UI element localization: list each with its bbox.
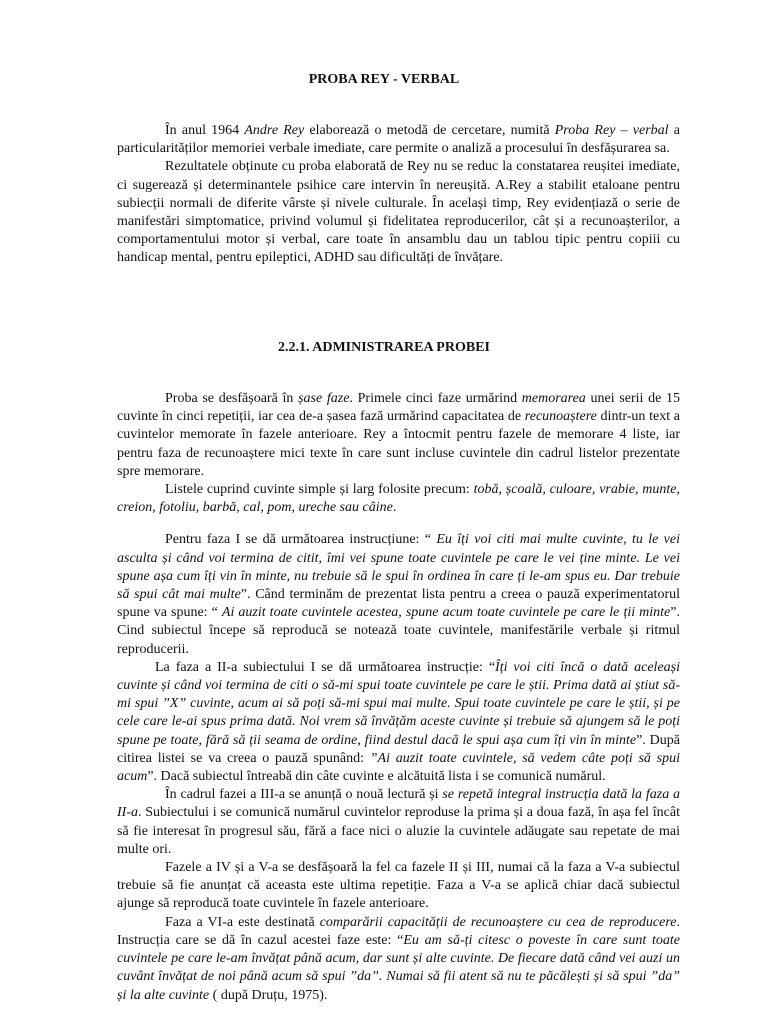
paragraph: În cadrul fazei a III-a se anunță o nouă lectură și se repetă integral instrucția dată la faza a II-a. Subiectului i se comunică numărul cuvintelor reproduse la prima și a doua fază, în așa fel încât să fie interesat în progresul său, fără a face nici o aluzie la cuvintele adăugate sau repetate de mai multe ori. (117, 787, 680, 857)
paragraph: Proba se desfășoară în șase faze. Primele cinci faze urmărind memorarea unei serii de 15 cuvinte în cinci repetiții, iar cea de-a șasea fază urmărind capacitatea de recunoaștere dintr-un text a cuvintelor memorate în fazele anterioare. Rey a întocmit pentru fazele de memorare 4 liste, iar pentru faza de recunoaștere mici texte în care sunt incluse cuvintele din cadrul listelor prezentate spre memorare. (117, 391, 680, 479)
paragraph: Faza a VI-a este destinată comparării capacității de recunoaștere cu cea de reproducere. Instrucția care se dă în cazul acestei faze este: “Eu am să-ți citesc o poveste în care sunt toate cuvintele pe care le-am învățat până acum, dar sunt și alte cuvinte. De fiecare dată când vei auzi un cuvânt învățat de noi până acum să spui ”da”. Numai să fii atent să nu te păcălești și să spui ”da” și la alte cuvinte ( după Druțu, 1975). (117, 914, 680, 1003)
section-title: 2.2.1. ADMINISTRAREA PROBEI (278, 340, 490, 355)
paragraph: La faza a II-a subiectului I se dă următoarea instrucție: “Îți voi citi încă o dată aceleași cuvinte și când voi termina de citi o să-mi spui toate cuvintele pe care le știi. Prima dată ai știut să-mi spui ”X” cuvinte, acum ai să poți să-mi spui mai multe. Spui toate cuvintele pe care le știi, și pe cele care le-ai spus prima dată. Noi vrem să învățăm aceste cuvinte și trebuie să ajungem să le poți spune pe toate, fără să ții seama de ordine, fiind destul dacă le spui așa cum îți vin în minte”. După citirea listei se va creea o pauză spunând: ”Ai auzit toate cuvintele, să vedem câte poți să spui acum”. Dacă subiectul întreabă din câte cuvinte e alcătuită lista i se comunică numărul. (117, 659, 681, 785)
intro-section (117, 122, 680, 268)
paragraph: Pentru faza I se dă următoarea instrucțiune: “ Eu îți voi citi mai multe cuvinte, tu le vei asculta și când voi termina de citit, îmi vei spune toate cuvintele pe care le vei ține minte. Le vei spune așa cum îți vin în minte, nu trebuie să le spui în ordinea în care ți le-am spus eu. Dar trebuie să spui cât mai multe”. Când terminăm de prezentat lista pentru a creea o pauză experimentatorul spune va spune: “ Ai auzit toate cuvintele acestea, spune acum toate cuvintele pe care le ții minte”. Cind subiectul începe să reproducă se notează toate cuvintele, manifestările verbale și ritmul reproducerii. (117, 532, 680, 657)
document-title: PROBA REY - VERBAL (308, 72, 460, 87)
paragraph: Listele cuprind cuvinte simple și larg folosite precum: tobă, școală, culoare, vrabie, munte, creion, fotoliu, barbă, cal, pom, ureche sau câine. (117, 482, 680, 516)
paragraph: În anul 1964 Andre Rey elaborează o metodă de cercetare, numită Proba Rey – verbal a particularităților memoriei verbale imediate, care permite o analiză a procesului în desfășurarea sa. (117, 123, 680, 157)
paragraph: Rezultatele obținute cu proba elaborată de Rey nu se reduc la constatarea reușitei imediate, ci sugerează și determinantele psihice care intervin în nereușită. A.Rey a stabilit etaloane pentru subiecții normali de diferite vârste și nivele culturale. În același timp, Rey evidențiază o serie de manifestări simptomatice, privind volumul și fidelitatea reproducerilor, cât și a recunoașterilor, a comportamentului motor și verbal, care toate în ansamblu dau un tablou tipic pentru copiii cu handicap mental, pentru epileptici, ADHD sau dificultăți de învățare. (117, 159, 680, 266)
administration-section (117, 390, 680, 1005)
paragraph: Fazele a IV și a V-a se desfășoară la fel ca fazele II și III, numai că la faza a V-a subiectul trebuie să fie anunțat că aceasta este ultima repetiție. Faza a V-a se aplică chiar dacă subiectul ajunge să reproducă toate cuvintele în fazele anterioare. (117, 860, 680, 912)
